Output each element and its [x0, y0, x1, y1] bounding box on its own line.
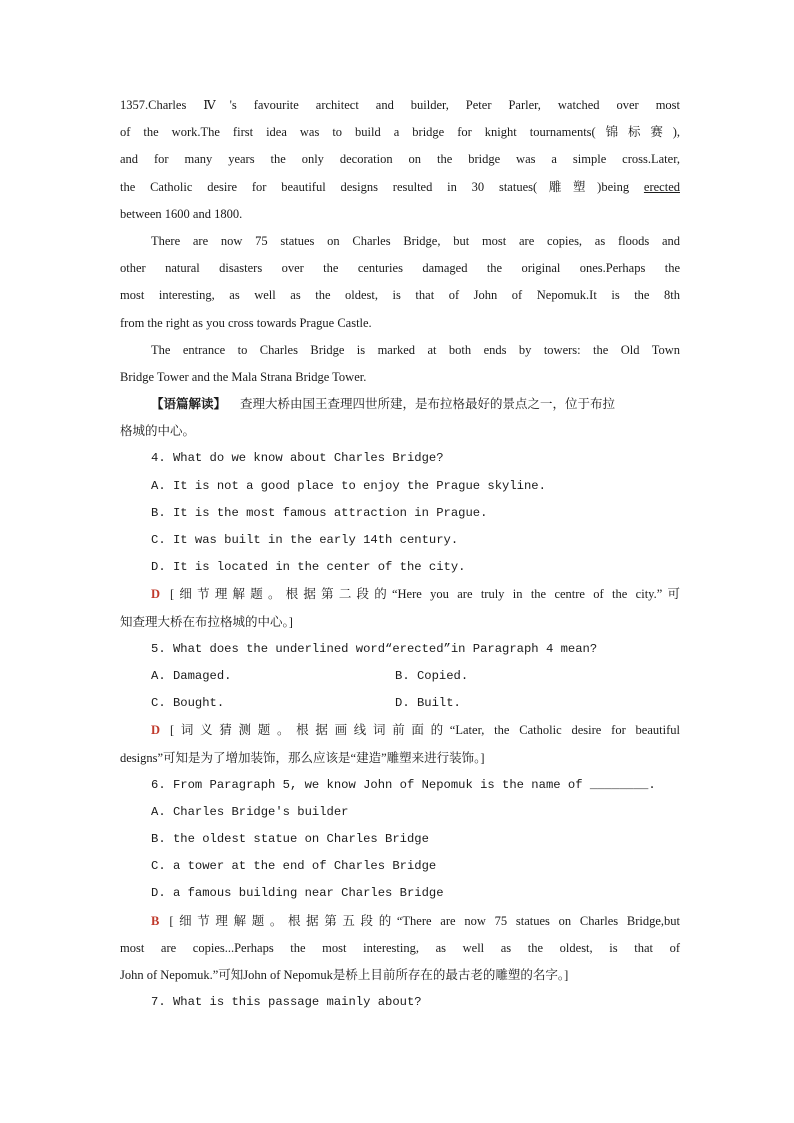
document-page: [120, 92, 680, 1016]
option-a: A. Damaged.: [151, 668, 232, 683]
explanation-line: [120, 908, 680, 935]
text-line: There are now 75 statues on Charles Bridge, but most are copies, as floods and: [151, 233, 680, 248]
passage-paragraph-1: [120, 92, 680, 228]
text-line: Bridge Tower and the Mala Strana Bridge Tower.: [120, 369, 367, 384]
answer-letter: D: [151, 587, 161, 602]
explanation-line: John of Nepomuk.”可知John of Nepomuk是桥上目前所存在的最古老的雕塑的名字。]: [120, 968, 569, 982]
question-5: [120, 636, 680, 772]
text-line: 格城的中心。: [120, 424, 196, 439]
explanation-text: [词义猜测题。根据画线词前面的“Later, the Catholic desire for beautiful: [170, 723, 680, 738]
text-line: The entrance to Charles Bridge is marked at both ends by towers: the Old Town: [151, 342, 680, 357]
option-d: D. a famous building near Charles Bridge: [151, 886, 444, 901]
question-stem: 6. From Paragraph 5, we know John of Nepomuk is the name of ________.: [151, 777, 656, 792]
option-row: [120, 663, 680, 690]
explanation-line: 知查理大桥在布拉格城的中心。]: [120, 614, 293, 629]
option-b: B. It is the most famous attraction in Prague.: [151, 505, 488, 520]
question-stem: 7. What is this passage mainly about?: [151, 995, 422, 1010]
option-row: [120, 690, 680, 717]
explanation-line: most are copies...Perhaps the most interesting, as well as the oldest, is that of: [120, 940, 680, 955]
question-4: [120, 445, 680, 635]
option-a: A. It is not a good place to enjoy the Prague skyline.: [151, 478, 546, 493]
analysis-label: 【语篇解读】: [151, 397, 227, 412]
text-line: [120, 391, 680, 418]
analysis-text: 查理大桥由国王查理四世所建，是布拉格最好的景点之一，位于布拉: [240, 397, 616, 412]
text-line: of the work.The first idea was to build a bridge for knight tournaments(锦标赛),: [120, 125, 680, 140]
question-stem: 4. What do we know about Charles Bridge?: [151, 451, 444, 466]
text-line: most interesting, as well as the oldest, is that of John of Nepomuk.It is the 8th: [120, 288, 680, 303]
explanation-line: [120, 581, 680, 608]
option-c: C. a tower at the end of Charles Bridge: [151, 859, 437, 874]
explanation-line: designs”可知是为了增加装饰，那么应该是“建造”雕塑来进行装饰。]: [120, 750, 485, 765]
underlined-word-erected: erected: [643, 179, 680, 194]
option-a: A. Charles Bridge's builder: [151, 804, 349, 819]
option-d: D. Built.: [395, 696, 461, 711]
answer-letter: B: [151, 913, 160, 928]
answer-letter: D: [151, 723, 161, 738]
option-c: C. Bought.: [151, 696, 225, 711]
text-line: and for many years the only decoration on the bridge was a simple cross.Later,: [120, 152, 680, 167]
text-line: [120, 174, 680, 201]
explanation-text: [细节理解题。根据第五段的“There are now 75 statues on Charles Bridge,but: [169, 913, 680, 928]
passage-analysis: [120, 391, 680, 445]
option-b: B. the oldest statue on Charles Bridge: [151, 832, 429, 847]
text-line: from the right as you cross towards Prague Castle.: [120, 315, 372, 330]
text-line: between 1600 and 1800.: [120, 206, 243, 221]
text-fragment: the Catholic desire for beautiful designs resulted in 30 statues(雕塑)being: [120, 179, 644, 194]
passage-paragraph-2: [120, 228, 680, 337]
option-c: C. It was built in the early 14th century.: [151, 533, 459, 547]
text-line: 1357.Charles Ⅳ's favourite architect and builder, Peter Parler, watched over most: [120, 98, 680, 112]
passage-paragraph-3: [120, 337, 680, 391]
text-line: other natural disasters over the centuries damaged the original ones.Perhaps the: [120, 261, 680, 276]
explanation-line: [120, 717, 680, 744]
question-6: [120, 772, 680, 990]
question-stem: 5. What does the underlined word“erected”in Paragraph 4 mean?: [151, 641, 598, 656]
explanation-text: [细节理解题。根据第二段的“Here you are truly in the centre of the city.”可: [170, 587, 680, 602]
question-7: [120, 989, 680, 1016]
option-b: B. Copied.: [395, 668, 469, 683]
option-d: D. It is located in the center of the city.: [151, 560, 466, 575]
